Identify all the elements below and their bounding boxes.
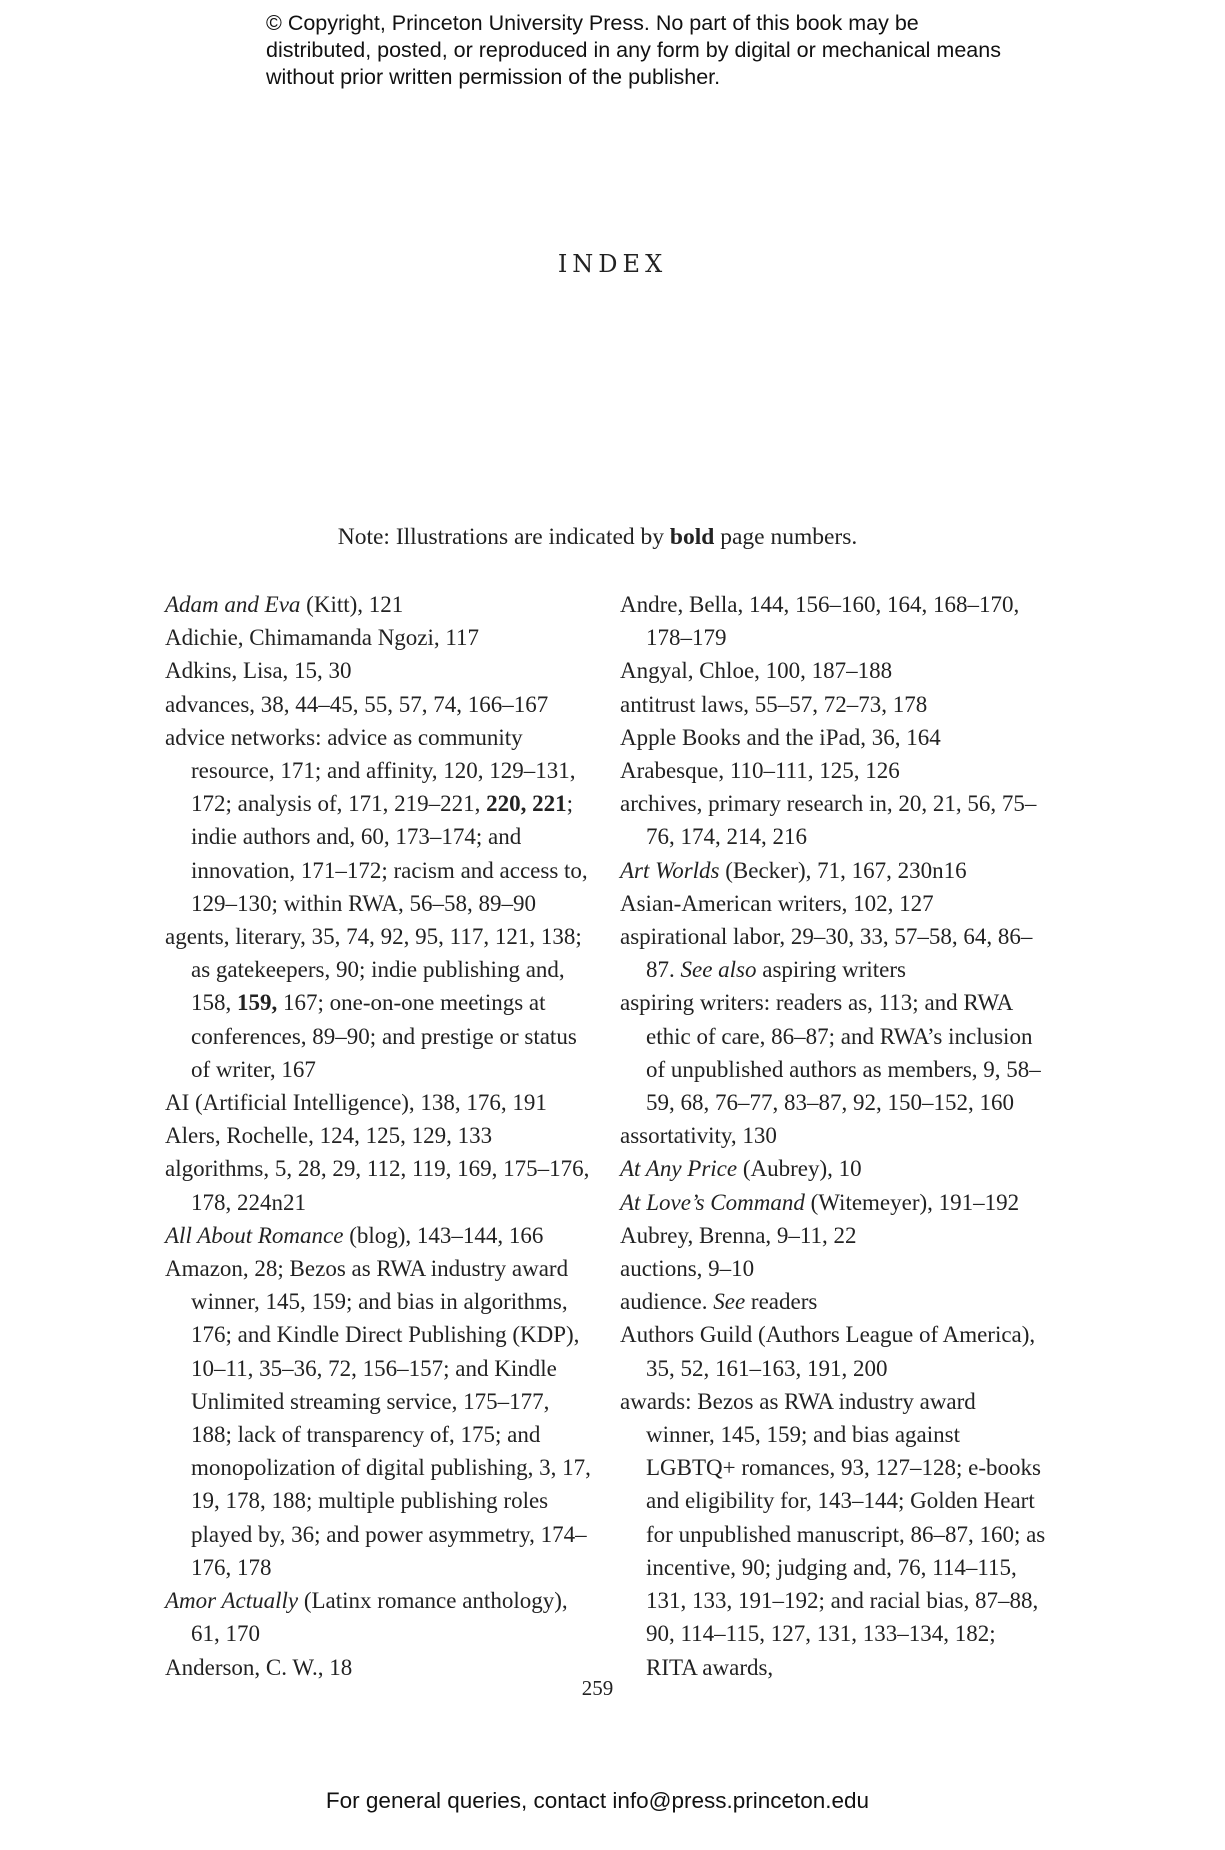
index-entry-segment: Amor Actually (165, 1588, 299, 1614)
index-entry (165, 621, 595, 654)
index-entry-segment: readers (745, 1289, 818, 1315)
index-entry (165, 588, 595, 621)
index-entry (620, 1219, 1050, 1252)
index-entry-segment: Adam and Eva (165, 592, 301, 617)
index-entry-segment: assortativity, 130 (620, 1123, 777, 1149)
note-text-before: Note: Illustrations are indicated by (337, 524, 670, 550)
index-entry-segment: algorithms, 5, 28, 29, 112, 119, 169, 175–176, 178, 224n21 (165, 1156, 590, 1215)
page-title: INDEX (557, 250, 668, 278)
index-entry-segment: Asian-American writers, 102, 127 (620, 890, 934, 916)
index-entry-segment: At Love’s Command (620, 1189, 805, 1215)
index-entry (165, 1252, 595, 1584)
index-entry (620, 1385, 1050, 1684)
index-entry (620, 1252, 1050, 1285)
index-entry-segment: Amazon, 28; Bezos as RWA industry award winner, 145, 159; and bias in algorithms, 176; and Kindle Direct Publishing (KDP), 10–11, 35–36, 72, 156–157; and Kindle Unlimited streaming service, 175–177, 188; lack of transparency of, 175; and monopolization of digital publishing, 3, 17, 19, 178, 188; multiple publishing roles played by, 36; and power asymmetry, 174–176, 178 (165, 1256, 591, 1580)
index-entry (165, 1119, 595, 1152)
index-entry (165, 688, 595, 721)
index-entry-segment: auctions, 9–10 (620, 1256, 755, 1282)
index-entry (620, 986, 1050, 1119)
index-entry (620, 1152, 1050, 1185)
index-entry (620, 854, 1050, 887)
index-entry-segment: Andre, Bella, 144, 156–160, 164, 168–170, 178–179 (620, 592, 1020, 651)
copyright-notice: © Copyright, Princeton University Press. No part of this book may be distributed, posted, or reproduced in any form by digital or mechanical means without prior written permission of the publisher. (266, 11, 1001, 89)
index-entry-segment: All About Romance (165, 1222, 344, 1248)
index-entry (165, 1152, 595, 1218)
footer-contact: For general queries, contact info@press.princeton.edu (325, 1788, 870, 1813)
index-entry-segment: advances, 38, 44–45, 55, 57, 74, 166–167 (165, 691, 549, 717)
index-entry-segment: (Witemeyer), 191–192 (804, 1189, 1020, 1215)
index-entry-segment: agents, literary, 35, 74, 92, 95, 117, 121, 138; as gatekeepers, 90; indie publishing and, 158, (165, 924, 582, 1016)
index-entry (165, 654, 595, 687)
index-entry-segment: ; indie authors and, 60, 173–174; and innovation, 171–172; racism and access to, 129–130; within RWA, 56–58, 89–90 (191, 791, 588, 916)
index-entry (165, 1219, 595, 1252)
index-entry-segment: Authors Guild (Authors League of America), 35, 52, 161–163, 191, 200 (620, 1322, 1036, 1381)
index-entry-segment: See (713, 1289, 746, 1315)
index-entry-segment: (Becker), 71, 167, 230n16 (719, 857, 967, 883)
index-entry-segment: (Kitt), 121 (300, 592, 404, 617)
index-entry-segment: Alers, Rochelle, 124, 125, 129, 133 (165, 1123, 493, 1149)
index-entry-segment: audience. (620, 1289, 714, 1315)
index-entry-segment: AI (Artificial Intelligence), 138, 176, 191 (165, 1090, 547, 1116)
index-entry-segment: (Aubrey), 10 (737, 1156, 862, 1182)
index-entry-segment: Adkins, Lisa, 15, 30 (165, 658, 352, 684)
index-entry (620, 1285, 1050, 1318)
index-entry (620, 588, 1050, 654)
index-entry-segment: 167; one-on-one meetings at conferences, 89–90; and prestige or status of writer, 167 (191, 990, 577, 1082)
index-note (0, 524, 1195, 551)
index-entry-segment: (blog), 143–144, 166 (343, 1222, 544, 1248)
index-entry-segment: Adichie, Chimamanda Ngozi, 117 (165, 625, 480, 651)
index-entry-segment: Art Worlds (620, 857, 720, 883)
index-entry-segment: 159, (237, 990, 278, 1016)
page-number: 259 (581, 1676, 614, 1700)
index-entry-segment: advice networks: advice as community resource, 171; and affinity, 120, 129–131, 172; analysis of, 171, 219–221, (165, 724, 576, 817)
index-entry-segment: 220, 221 (486, 791, 567, 817)
index-entry-segment: See also (680, 957, 757, 983)
note-text-after: page numbers. (714, 524, 858, 550)
index-entry (620, 754, 1050, 787)
index-entry-segment: aspirational labor, 29–30, 33, 57–58, 64, 86–87. (620, 924, 1033, 983)
index-entry-segment: (Latinx romance anthology), 61, 170 (191, 1588, 568, 1647)
index-entry (620, 887, 1050, 920)
index-entry (620, 787, 1050, 853)
index-column-left (165, 588, 595, 1684)
index-entry-segment: aspiring writers: readers as, 113; and RWA ethic of care, 86–87; and RWA’s inclusion of unpublished authors as members, 9, 58–59, 68, 76–77, 83–87, 92, 150–152, 160 (620, 990, 1041, 1116)
index-entry (620, 1318, 1050, 1384)
index-entry (165, 920, 595, 1086)
index-entry (165, 721, 595, 920)
index-entry-segment: antitrust laws, 55–57, 72–73, 178 (620, 691, 928, 717)
index-entry-segment: aspiring writers (756, 957, 906, 983)
index-entry-segment: Apple Books and the iPad, 36, 164 (620, 724, 941, 750)
index-entry-segment: archives, primary research in, 20, 21, 56, 75–76, 174, 214, 216 (620, 791, 1037, 850)
index-entry (620, 1119, 1050, 1152)
index-entry (620, 1186, 1050, 1219)
index-column-right (620, 588, 1050, 1684)
index-entry (620, 721, 1050, 754)
index-entry-segment: Angyal, Chloe, 100, 187–188 (620, 658, 893, 684)
index-entry (620, 920, 1050, 986)
note-text-bold: bold (669, 524, 715, 550)
index-entry-segment: Anderson, C. W., 18 (165, 1654, 353, 1680)
index-entry (165, 1584, 595, 1650)
index-entry-segment: Arabesque, 110–111, 125, 126 (620, 758, 900, 784)
index-entry (620, 654, 1050, 687)
index-entry-segment: awards: Bezos as RWA industry award winner, 145, 159; and bias against LGBTQ+ romances, 93, 127–128; e-books and eligibility for, 143–144; Golden Heart for unpublished manuscript, 86–87, 160; as incentive, 90; judging and, 76, 114–115, 131, 133, 191–192; and racial bias, 87–88, 90, 114–115, 127, 131, 133–134, 182; RITA awards, (620, 1388, 1046, 1680)
index-entry (165, 1086, 595, 1119)
index-entry-segment: Aubrey, Brenna, 9–11, 22 (620, 1222, 857, 1248)
index-entry (620, 688, 1050, 721)
index-entry-segment: At Any Price (620, 1156, 738, 1182)
